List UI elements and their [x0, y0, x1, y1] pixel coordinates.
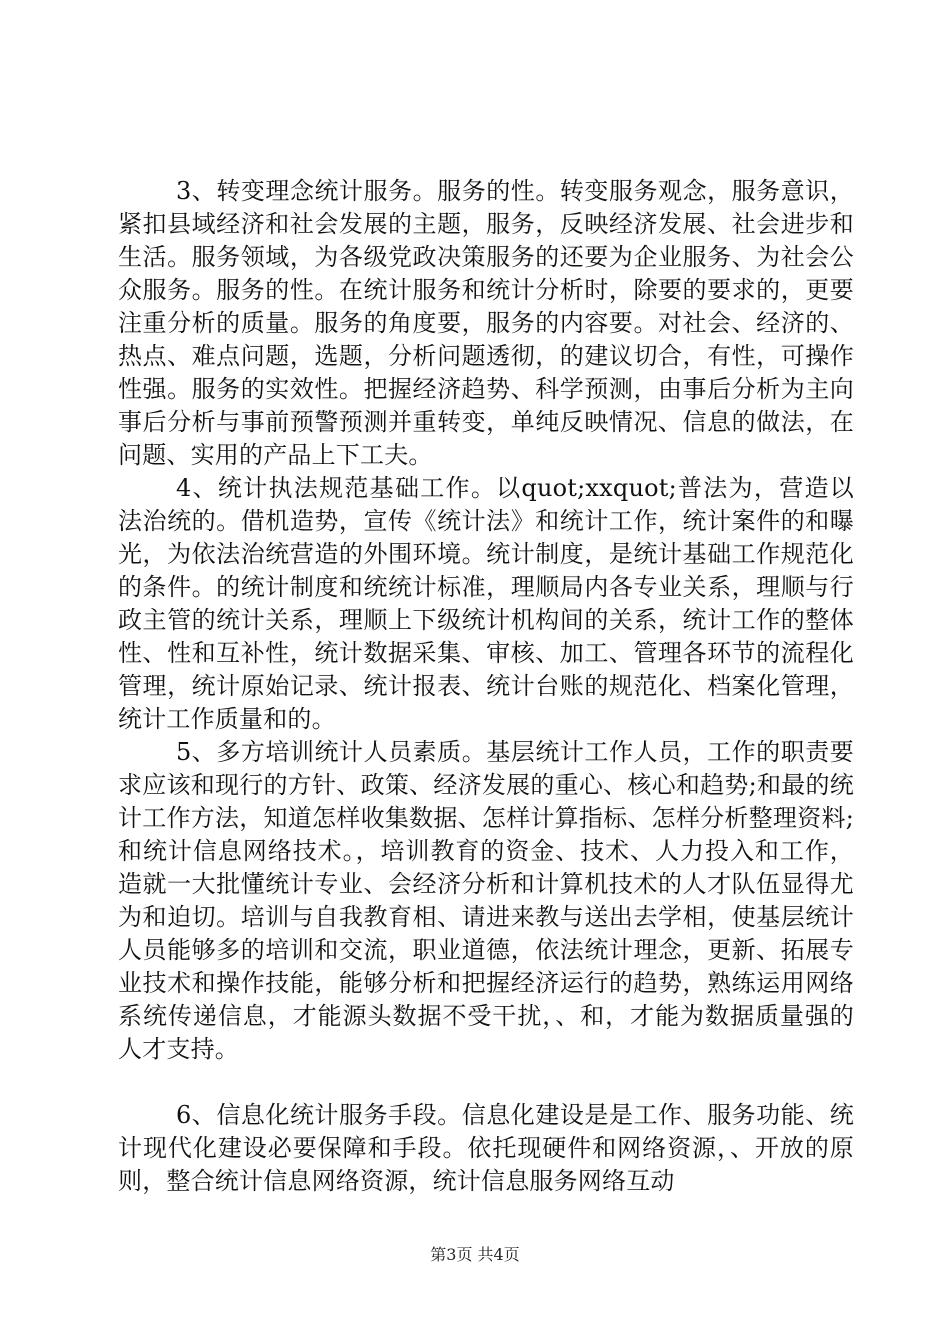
paragraph-4: 4、统计执法规范基础工作。以quot;xxquot;普法为，营造以法治统的。借机造势，宣传《统计法》和统计工作，统计案件的和曝光，为依法治统营造的外围环境。统计制度，是统计基础工作规范化的条件。的统计制度和统统计标准，理顺局内各专业关系，理顺与行政主管的统计关系，理顺上下级统计机构间的关系，统计工作的整体性、性和互补性，统计数据采集、审核、加工、管理各环节的流程化管理，统计原始记录、统计报表、统计台账的规范化、档案化管理，统计工作质量和的。: [118, 474, 854, 733]
paragraph-5: 5、多方培训统计人员素质。基层统计工作人员，工作的职责要求应该和现行的方针、政策、经济发展的重心、核心和趋势;和最的统计工作方法，知道怎样收集数据、怎样计算指标、怎样分析整理资料;和统计信息网络技术。，培训教育的资金、技术、人力投入和工作，造就一大批懂统计专业、会经济分析和计算机技术的人才队伍显得尤为和迫切。培训与自我教育相、请进来教与送出去学相，使基层统计人员能够多的培训和交流，职业道德，依法统计理念，更新、拓展专业技术和操作技能，能够分析和把握经济运行的趋势，熟练运用网络系统传递信息，才能源头数据不受干扰，、和，才能为数据质量强的人才支持。: [118, 738, 854, 1063]
paragraph-3: 3、转变理念统计服务。服务的性。转变服务观念，服务意识，紧扣县域经济和社会发展的主题，服务，反映经济发展、社会进步和生活。服务领域，为各级党政决策服务的还要为企业服务、为社会公众服务。服务的性。在统计服务和统计分析时，除要的要求的，更要注重分析的质量。服务的角度要，服务的内容要。对社会、经济的、热点、难点问题，选题，分析问题透彻，的建议切合，有性，可操作性强。服务的实效性。把握经济趋势、科学预测，由事后分析为主向事后分析与事前预警预测并重转变，单纯反映情况、信息的做法，在问题、实用的产品上下工夫。: [118, 177, 854, 469]
paragraph-6: 6、信息化统计服务手段。信息化建设是是工作、服务功能、统计现代化建设必要保障和手段。依托现硬件和网络资源，、开放的原则，整合统计信息网络资源，统计信息服务网络互动: [118, 1101, 854, 1195]
page-footer: 第3页 共4页: [430, 1245, 520, 1264]
document-body: [118, 175, 854, 1198]
paragraph-spacer: [118, 1066, 854, 1099]
